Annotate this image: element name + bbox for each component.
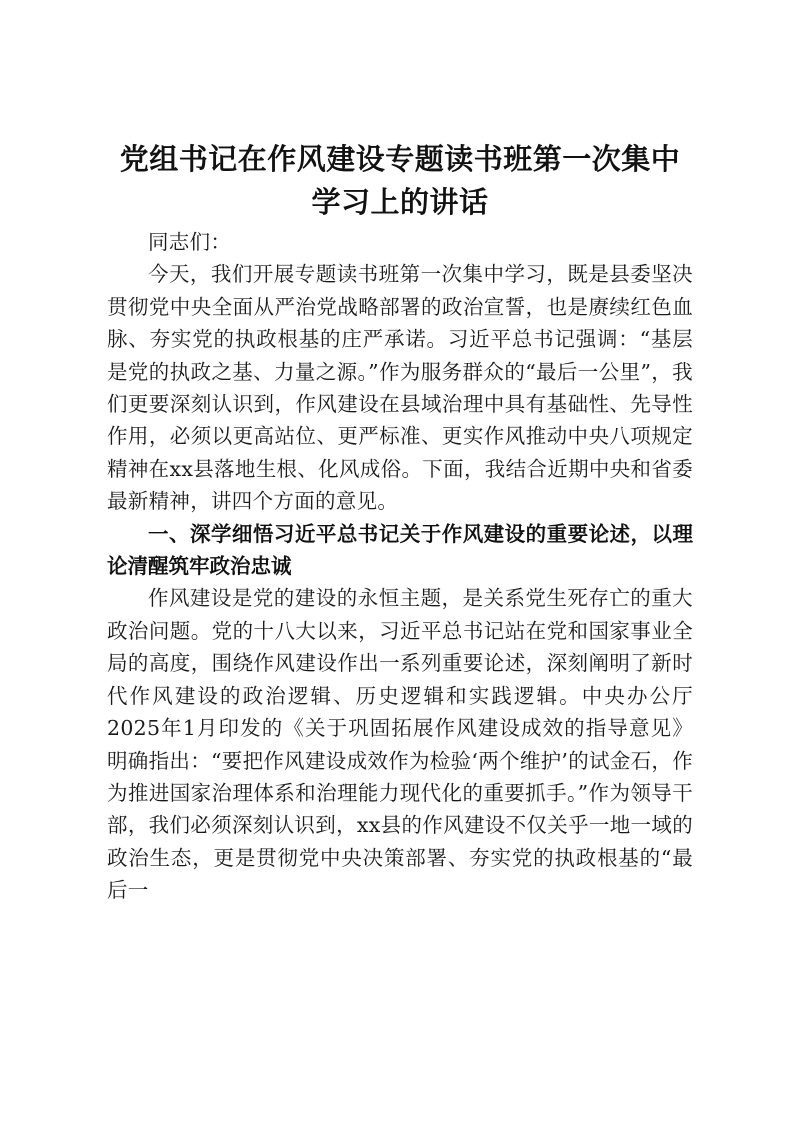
document-title: 党组书记在作风建设专题读书班第一次集中学习上的讲话 bbox=[119, 142, 681, 219]
section-1-heading: 一、深学细悟习近平总书记关于作风建设的重要论述，以理论清醒筑牢政治忠诚 bbox=[107, 521, 693, 579]
section-1-paragraph: 作风建设是党的建设的永恒主题，是关系党生死存亡的重大政治问题。党的十八大以来，习近平总书记站在党和国家事业全局的高度，围绕作风建设作出一系列重要论述，深刻阐明了新时代作风建设的政治逻辑、历史逻辑和实践逻辑。中央办公厅2025年1月印发的《关于巩固拓展作风建设成效的指导意见》明确指出：“要把作风建设成效作为检验‘两个维护’的试金石，作为推进国家治理体系和治理能力现代化的重要抓手。”作为领导干部，我们必须深刻认识到，xx县的作风建设不仅关乎一地一域的政治生态，更是贯彻党中央决策部署、夯实党的执政根基的“最后一 bbox=[107, 586, 694, 903]
intro-paragraph: 今天，我们开展专题读书班第一次集中学习，既是县委坚决贯彻党中央全面从严治党战略部署的政治宣誓，也是赓续红色血脉、夯实党的执政根基的庄严承诺。习近平总书记强调：“基层是党的执政之基、力量之源。”作为服务群众的“最后一公里”，我们更要深刻认识到，作风建设在县域治理中具有基础性、先导性作用，必须以更高站位、更严标准、更实作风推动中央八项规定精神在xx县落地生根、化风成俗。下面，我结合近期中央和省委最新精神，讲四个方面的意见。 bbox=[107, 262, 693, 514]
document-page bbox=[107, 138, 693, 907]
salutation: 同志们： bbox=[148, 230, 232, 254]
